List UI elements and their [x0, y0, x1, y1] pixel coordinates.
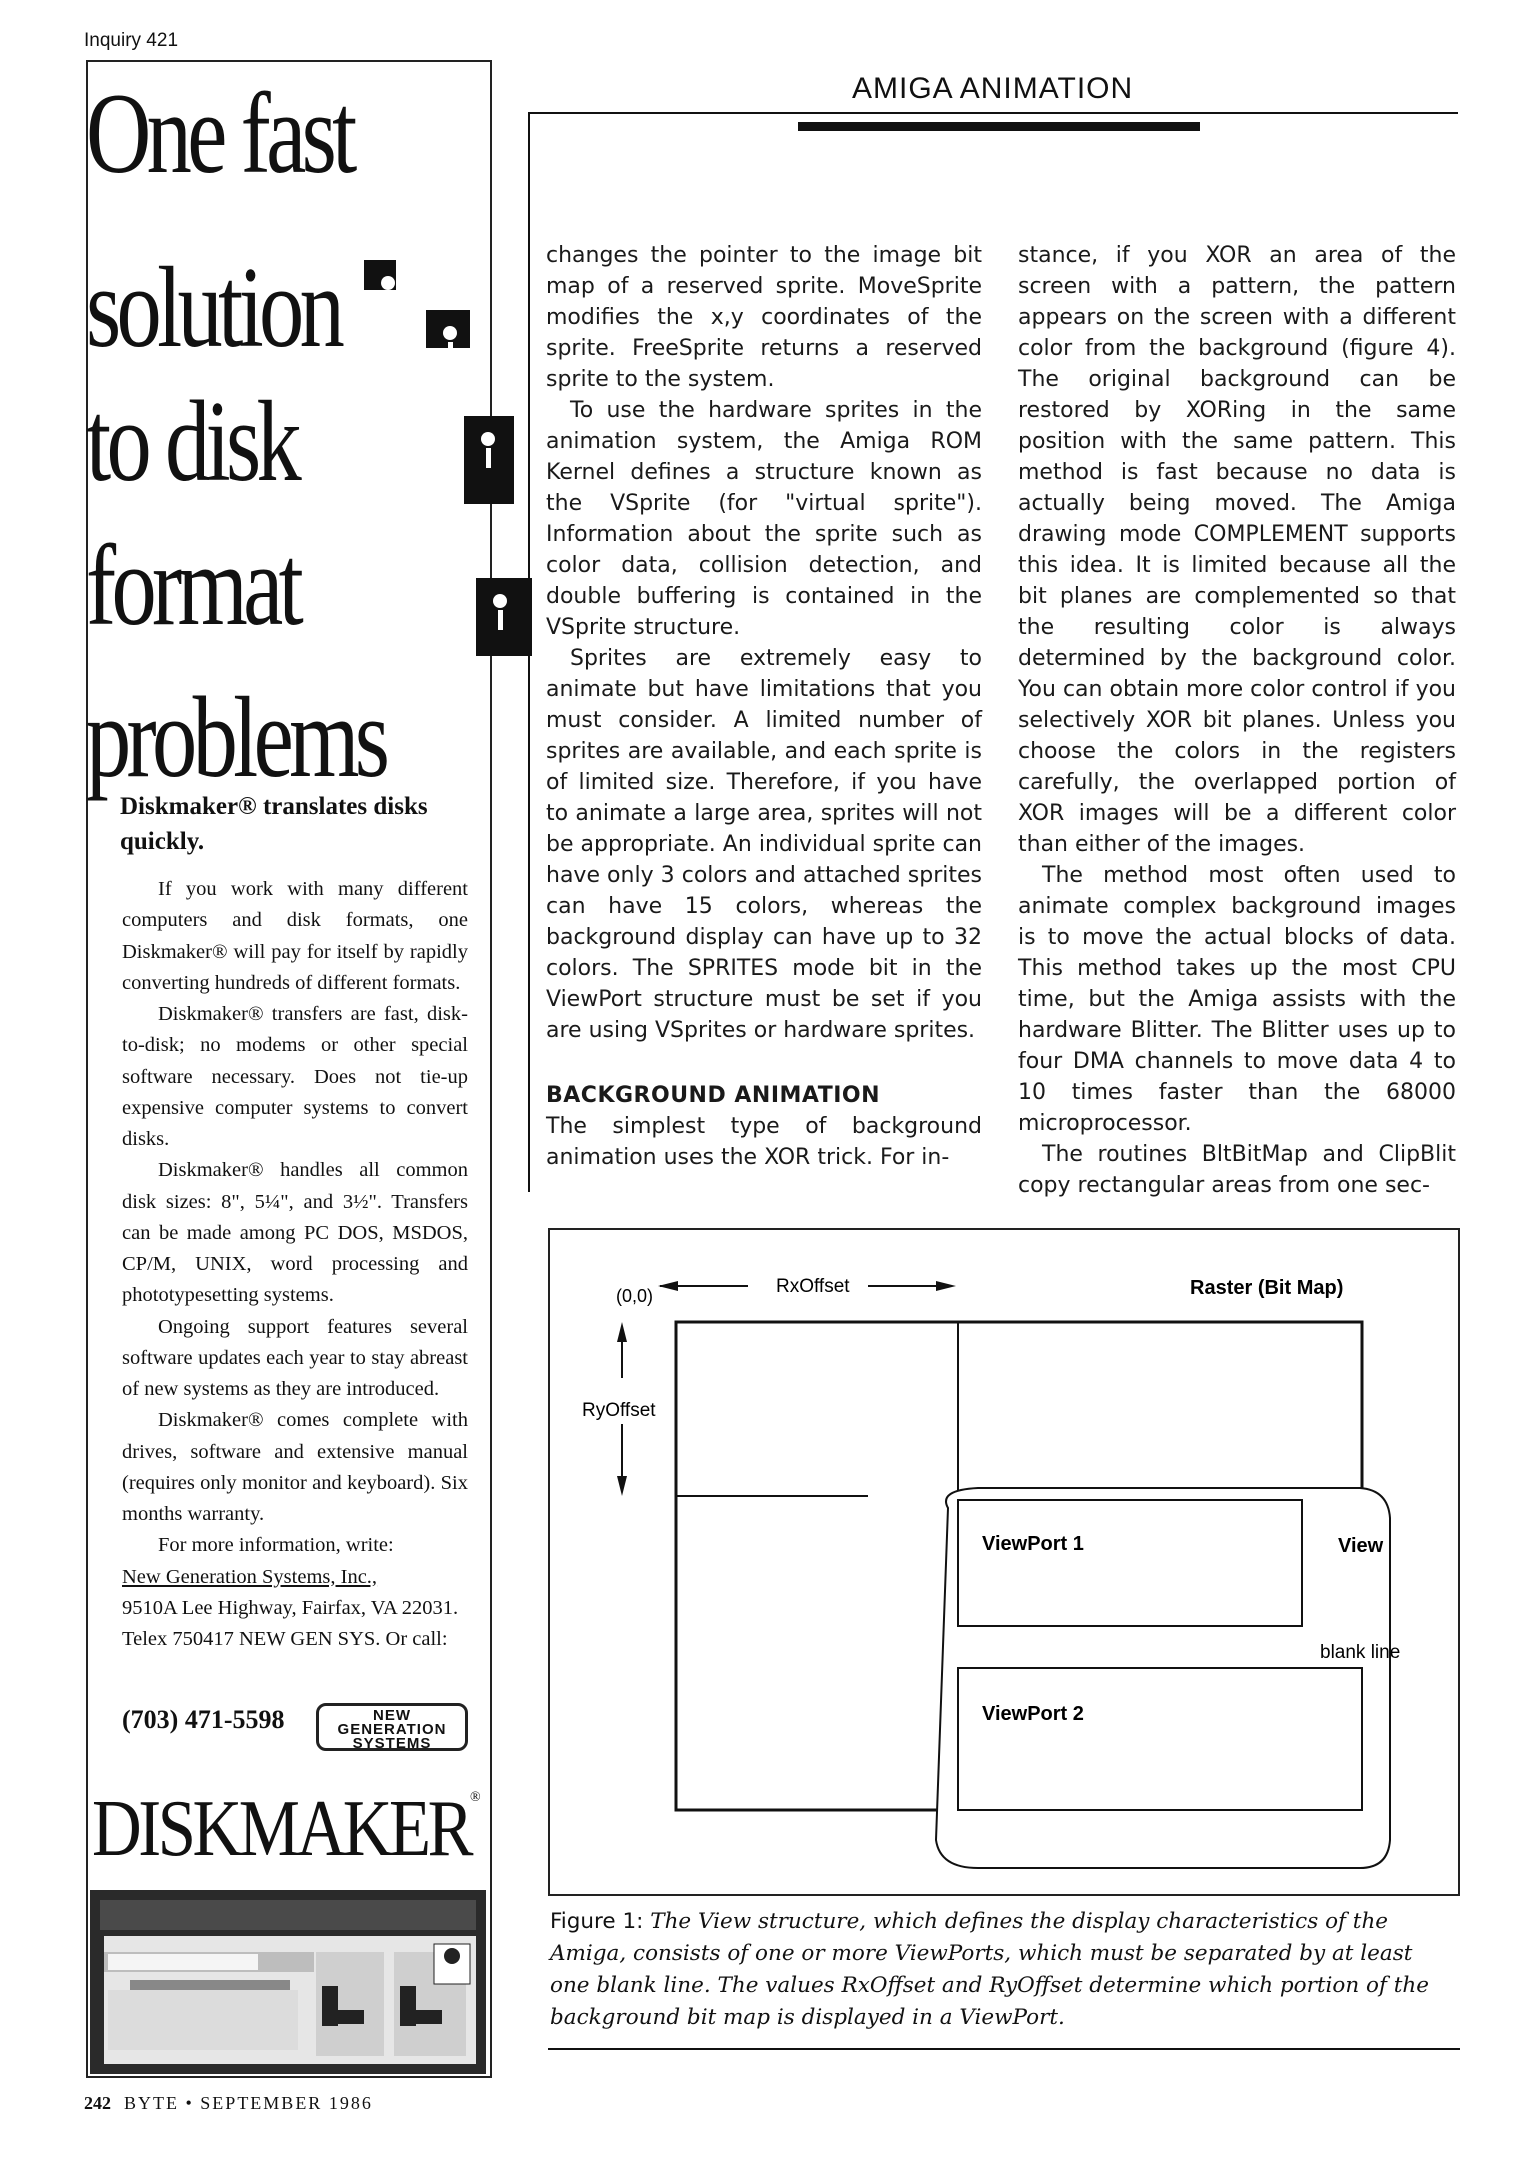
raster-label: Raster (Bit Map)	[1190, 1277, 1344, 1299]
figure-caption-text: The View structure, which defines the display characteristics of the Amiga, consists of one or more ViewPorts, which must be separated by at least one blank line. The values RxOffset and RyOffset determine which portion of the background bit map is displayed in a ViewPort.	[550, 1909, 1429, 2030]
inquiry-number: Inquiry 421	[84, 30, 179, 51]
origin-label: (0,0)	[616, 1286, 654, 1306]
product-name: DISKMAKER	[92, 1785, 471, 1873]
floppy-disk-icon	[426, 310, 470, 348]
ad-contact-intro: For more information, write:	[158, 1534, 394, 1557]
ad-paragraph: Ongoing support features several software updates each year to stay abreast of new systems as they are introduced.	[122, 1315, 468, 1400]
caption-rule	[548, 2048, 1460, 2050]
ad-paragraph: Diskmaker® handles all common disk sizes: 8", 5¼", and 3½". Transfers can be made among PC DOS, MSDOS, CP/M, UNIX, word processing and phototypesetting systems.	[122, 1159, 468, 1307]
header-rule-thick	[798, 122, 1200, 131]
blank-line-label: blank line	[1320, 1642, 1401, 1663]
article-paragraph: stance, if you XOR an area of the screen with a pattern, the pattern appears on the screen with a different color from the background (figure 4). The original background can be restored by XORing in the same position with the same pattern. This method is fast because no data is actually being moved. The Amiga drawing mode COMPLEMENT supports this idea. It is limited because all the bit planes are complemented so that the resulting color is always determined by the background color. You can obtain more color control if you selectively XOR bit planes. Unless you choose the colors in the registers carefully, the overlapped portion of XOR images will be a different color than either of the images.	[1018, 243, 1456, 857]
article-column-1	[546, 240, 982, 1173]
company-telex: Telex 750417 NEW GEN SYS. Or call:	[122, 1628, 448, 1650]
logo-line: SYSTEMS	[352, 1735, 432, 1752]
page-footer	[84, 2093, 373, 2114]
logo-line: GENERATION	[337, 1721, 447, 1738]
floppy-disk-icon	[464, 416, 514, 504]
floppy-disk-icon	[476, 578, 532, 656]
article-paragraph: To use the hardware sprites in the animation system, the Amiga ROM Kernel defines a structure known as the VSprite (for "virtual sprite"). Information about the sprite such as color data, collision detection, and double buffering is contained in the VSprite structure.	[546, 398, 982, 640]
logo-line: NEW	[373, 1707, 411, 1724]
arrowhead-icon	[658, 1281, 678, 1291]
headline-line: to disk	[86, 378, 298, 506]
ad-body	[122, 874, 468, 1655]
diskmaker-product-photo	[90, 1890, 486, 2074]
article-paragraph: The simplest type of background animation uses the XOR trick. For in-	[546, 1114, 982, 1170]
headline-line: solution	[86, 244, 341, 372]
article-paragraph: The routines BltBitMap and ClipBlit copy rectangular areas from one sec-	[1018, 1142, 1456, 1198]
ad-subhead: Diskmaker® translates disks quickly.	[120, 793, 428, 855]
headline-line: problems	[86, 674, 386, 802]
arrowhead-icon	[936, 1281, 956, 1291]
article-column-2	[1018, 240, 1456, 1201]
arrowhead-icon	[617, 1322, 627, 1342]
magazine-issue: BYTE • SEPTEMBER 1986	[124, 2093, 373, 2113]
figure-number: Figure 1:	[550, 1909, 644, 1934]
page-number: 242	[84, 2093, 111, 2113]
article-paragraph: Sprites are extremely easy to animate but have limitations that you must consider. A limited number of sprites are available, and each sprite is of limited size. Therefore, if you have to animate a large area, sprites will not be appropriate. An individual sprite can have only 3 colors and attached sprites can have 15 colors, whereas the background display can have up to 32 colors. The SPRITES mode bit in the ViewPort structure must be set if you are using VSprites or hardware sprites.	[546, 646, 982, 1043]
rxoffset-label: RxOffset	[776, 1276, 850, 1297]
arrowhead-icon	[617, 1476, 627, 1496]
viewport-diagram	[548, 1228, 1460, 1896]
registered-mark: ®	[470, 1790, 481, 1805]
column-rule	[528, 112, 530, 1192]
view-label: View	[1338, 1535, 1384, 1557]
floppy-disk-icon	[364, 260, 396, 290]
article-paragraph: changes the pointer to the image bit map of a reserved sprite. MoveSprite modifies the x,y coordinates of the sprite. FreeSprite returns a reserved sprite to the system.	[546, 243, 982, 392]
viewport-1-label: ViewPort 1	[982, 1533, 1084, 1555]
ad-paragraph: Diskmaker® comes complete with drives, software and extensive manual (requires only monitor and keyboard). Six months warranty.	[122, 1409, 468, 1525]
headline-line: format	[86, 522, 300, 650]
header-rule	[530, 112, 1458, 114]
headline-line: One fast	[86, 70, 353, 198]
phone-number: (703) 471-5598	[122, 1705, 285, 1734]
company-name: New Generation Systems, Inc.,	[122, 1565, 378, 1588]
company-address: 9510A Lee Highway, Fairfax, VA 22031.	[122, 1596, 459, 1619]
viewport-2-label: ViewPort 2	[982, 1703, 1084, 1725]
article-subheading: BACKGROUND ANIMATION	[546, 1083, 881, 1108]
ad-paragraph: Diskmaker® transfers are fast, disk-to-disk; no modems or other special software necessary. Does not tie-up expensive computer systems to convert disks.	[122, 1003, 468, 1150]
ad-paragraph: If you work with many different computers and disk formats, one Diskmaker® will pay for itself by rapidly converting hundreds of different formats.	[122, 878, 468, 994]
new-generation-logo	[316, 1703, 468, 1751]
section-title: AMIGA ANIMATION	[852, 72, 1134, 105]
ryoffset-label: RyOffset	[582, 1400, 656, 1421]
article-paragraph: The method most often used to animate complex background images is to move the actual blocks of data. This method takes up the most CPU time, but the Amiga assists with the hardware Blitter. The Blitter uses up to four DMA channels to move data 4 to 10 times faster than the 68000 microprocessor.	[1018, 863, 1456, 1136]
figure-caption	[550, 1906, 1450, 2034]
